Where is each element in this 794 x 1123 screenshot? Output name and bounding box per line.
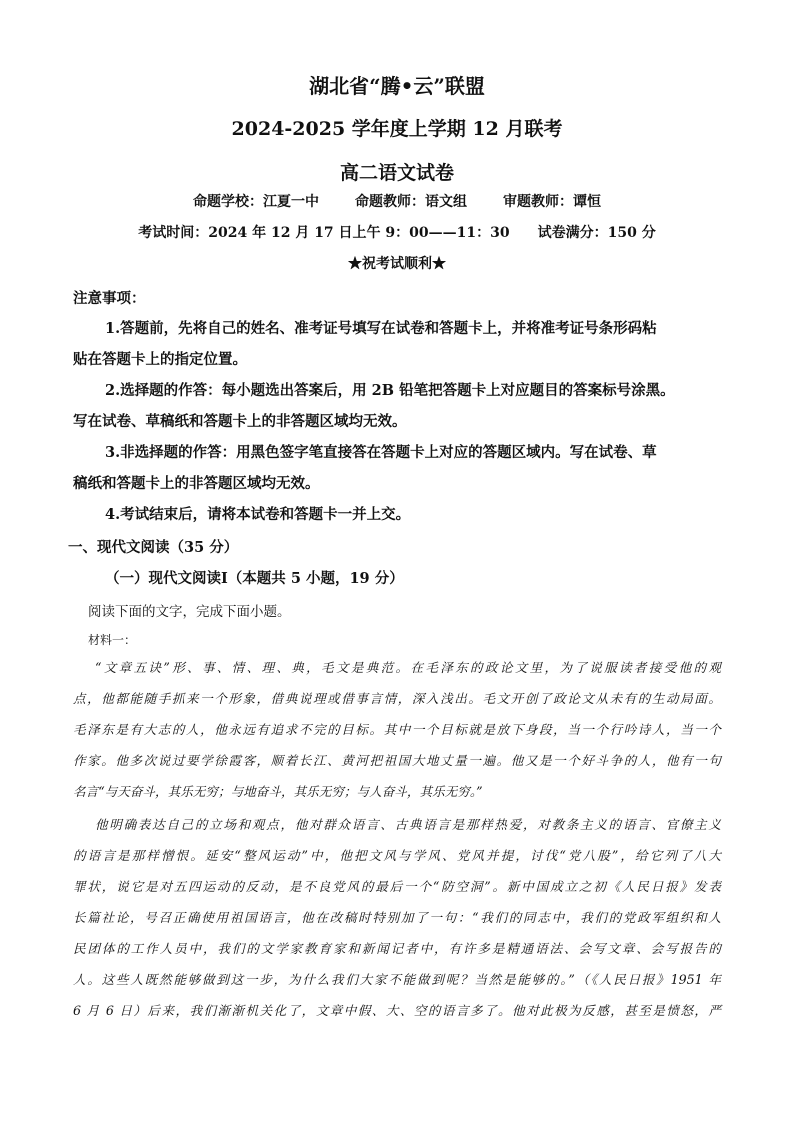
exam-title: 湖北省“腾•云”联盟 [309, 74, 485, 98]
section-title: 一、现代文阅读（35 分） [68, 539, 239, 556]
setter-info [0, 191, 794, 211]
passage-line: 长篇社论，号召正确使用祖国语言，他在改稿时特别加了一句：“我们的同志中，我们的党政军组织和人 [73, 910, 721, 925]
exam-time: 考试时间：2024 年 12 月 17 日上午 9：00——11：30 [138, 225, 510, 241]
exam-info [0, 222, 794, 242]
passage-line: 名言“与天奋斗，其乐无穷；与地奋斗，其乐无穷；与人奋斗，其乐无穷。” [73, 784, 483, 799]
passage-line: 民团体的工作人员中，我们的文学家教育家和新闻记者中，有许多是精通语法、会写文章、会写报告的 [73, 941, 721, 956]
subsection-title: （一）现代文阅读Ⅰ（本题共 5 小题，19 分） [105, 570, 404, 587]
notice-item-1-line-2: 贴在答题卡上的指定位置。 [73, 351, 247, 368]
notice-item-2-line-1: 2.选择题的作答：每小题选出答案后，用 2B 铅笔把答题卡上对应题目的答案标号涂黑。 [105, 382, 675, 399]
passage-line: 人。这些人既然能够做到这一步，为什么我们大家不能做到呢？当然是能够的。”（《人民日报》1951 年 [73, 972, 721, 987]
notice-heading: 注意事项： [73, 290, 146, 307]
material-label: 材料一： [88, 633, 137, 647]
passage-line: 点，他都能随手抓来一个形象，借典说理或借事言情，深入浅出。毛文开创了政论文从未有的生动局面。 [73, 691, 721, 706]
notice-item-4: 4.考试结束后，请将本试卷和答题卡一并上交。 [105, 506, 411, 523]
passage-line: 罪状，说它是对五四运动的反动，是不良党风的最后一个“防空洞”。新中国成立之初《人民日报》发表 [73, 879, 721, 894]
passage-line: 毛泽东是有大志的人，他永远有追求不完的目标。其中一个目标就是放下身段，当一个行吟诗人，当一个 [73, 722, 721, 737]
passage-line: 作家。他多次说过要学徐霞客，顺着长江、黄河把祖国大地丈量一遍。他又是一个好斗争的人，他有一句 [73, 753, 721, 768]
notice-item-3-line-2: 稿纸和答题卡上的非答题区域均无效。 [73, 475, 320, 492]
setter-school: 命题学校：江夏一中 [193, 194, 319, 210]
full-score: 试卷满分：150 分 [537, 225, 656, 241]
passage-line: 的语言是那样憎恨。延安“整风运动”中，他把文风与学风、党风并提，讨伐“党八股”，给它列了八大 [73, 848, 721, 863]
reviewer: 审题教师：谭恒 [503, 194, 601, 210]
exam-name: 高二语文试卷 [339, 162, 454, 184]
exam-subtitle: 2024-2025 学年度上学期 12 月联考 [231, 118, 563, 140]
notice-item-2-line-2: 写在试卷、草稿纸和答题卡上的非答题区域均无效。 [73, 413, 407, 430]
notice-item-3-line-1: 3.非选择题的作答：用黑色签字笔直接答在答题卡上对应的答题区域内。写在试卷、草 [105, 444, 657, 461]
setter-teacher: 命题教师：语文组 [355, 194, 467, 210]
passage-line: 6 月 6 日）后来，我们渐渐机关化了，文章中假、大、空的语言多了。他对此极为反感，甚至是愤怒，严 [73, 1003, 721, 1018]
reading-instruction: 阅读下面的文字，完成下面小题。 [88, 604, 291, 620]
passage-line: “文章五诀”形、事、情、理、典，毛文是典范。在毛泽东的政论文里，为了说服读者接受他的观 [95, 660, 721, 675]
good-luck-banner: ★祝考试顺利★ [348, 256, 446, 272]
passage-line: 他明确表达自己的立场和观点，他对群众语言、古典语言是那样热爱，对教条主义的语言、官僚主义 [95, 817, 721, 832]
notice-item-1-line-1: 1.答题前，先将自己的姓名、准考证号填写在试卷和答题卡上，并将准考证号条形码粘 [105, 320, 657, 337]
